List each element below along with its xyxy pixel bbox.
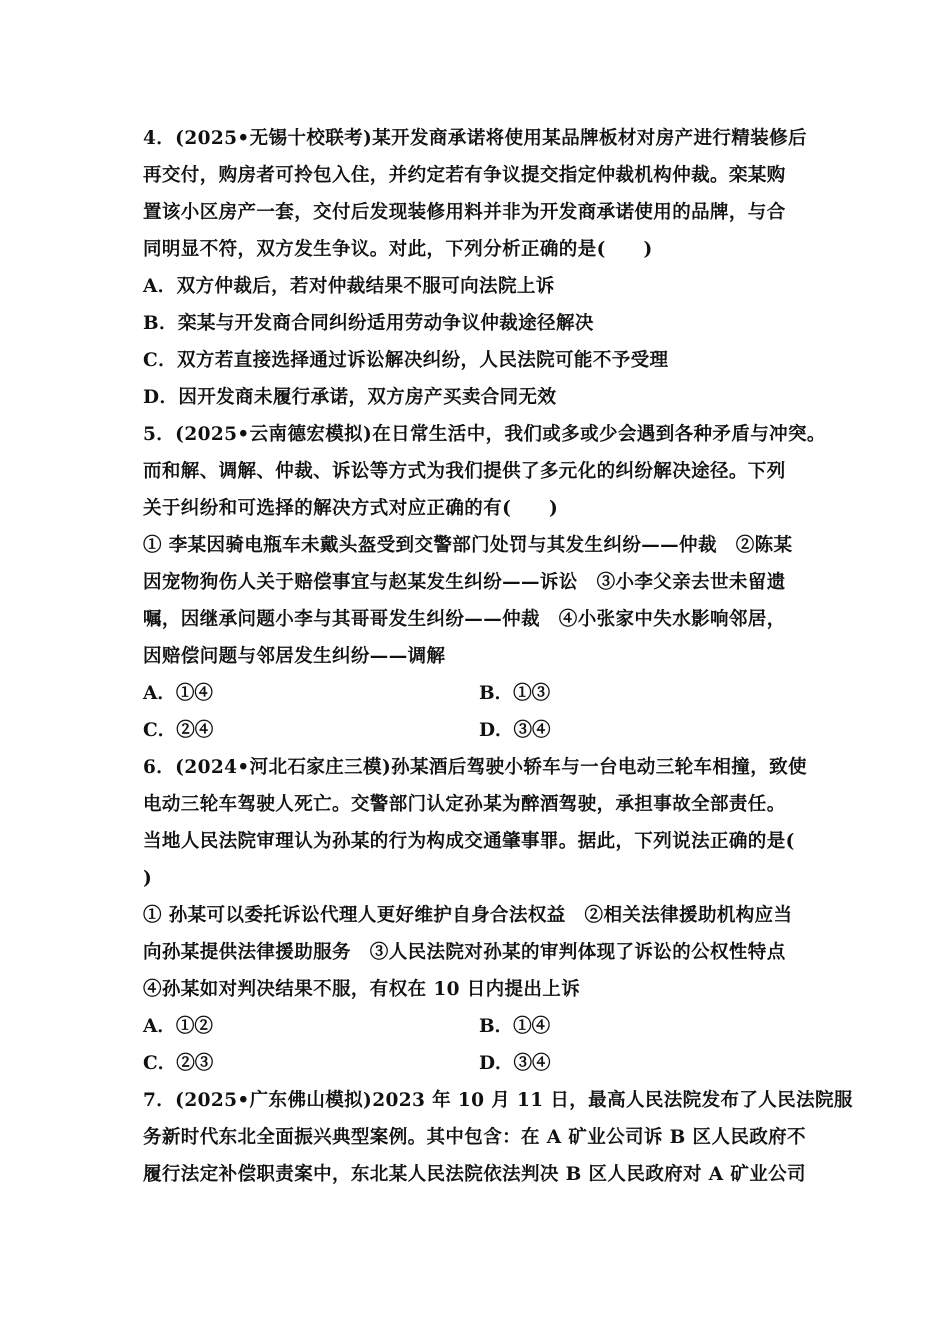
question-6-item-line-1: ① 孙某可以委托诉讼代理人更好维护自身合法权益 ②相关法律援助机构应当 xyxy=(143,905,793,926)
question-6-stem-line-3: 当地人民法院审理认为孙某的行为构成交通肇事罪。据此，下列说法正确的是( xyxy=(143,831,795,852)
question-5-item-line-4: 因赔偿问题与邻居发生纠纷——调解 xyxy=(143,646,446,667)
question-4-stem-line-1: 4．(2025•无锡十校联考)某开发商承诺将使用某品牌板材对房产进行精装修后 xyxy=(143,128,807,149)
question-7-stem-line-2: 务新时代东北全面振兴典型案例。其中包含：在 A 矿业公司诉 B 区人民政府不 xyxy=(143,1127,806,1148)
question-5-option-d: D．③④ xyxy=(479,720,551,741)
question-4 xyxy=(143,120,823,416)
question-5-item-line-2: 因宠物狗伤人关于赔偿事宜与赵某发生纠纷——诉讼 ③小李父亲去世未留遗 xyxy=(143,572,786,593)
question-6-option-d: D．③④ xyxy=(479,1053,551,1074)
question-6-options-row-2 xyxy=(143,1045,823,1082)
question-4-option-d: D．因开发商未履行承诺，双方房产买卖合同无效 xyxy=(143,387,557,408)
question-5-stem-line-2: 而和解、调解、仲裁、诉讼等方式为我们提供了多元化的纠纷解决途径。下列 xyxy=(143,461,786,482)
question-5 xyxy=(143,416,826,749)
question-5-option-a: A．①④ xyxy=(143,683,213,704)
question-5-options-row-1 xyxy=(143,675,823,712)
question-5-stem-line-3: 关于纠纷和可选择的解决方式对应正确的有( ) xyxy=(143,498,559,519)
question-7-stem-line-1: 7．(2025•广东佛山模拟)2023 年 10 月 11 日，最高人民法院发布了人民法院服 xyxy=(143,1090,853,1111)
question-6-option-c: C．②③ xyxy=(143,1053,214,1074)
question-6-stem-line-1: 6．(2024•河北石家庄三模)孙某酒后驾驶小轿车与一台电动三轮车相撞，致使 xyxy=(143,757,807,778)
question-5-stem-line-1: 5．(2025•云南德宏模拟)在日常生活中，我们或多或少会遇到各种矛盾与冲突。 xyxy=(143,424,826,445)
question-6-stem-line-2: 电动三轮车驾驶人死亡。交警部门认定孙某为醉酒驾驶，承担事故全部责任。 xyxy=(143,794,786,815)
question-4-stem-line-4: 同明显不符，双方发生争议。对此，下列分析正确的是( ) xyxy=(143,239,653,260)
question-4-option-b: B．栾某与开发商合同纠纷适用劳动争议仲裁途径解决 xyxy=(143,313,594,334)
question-4-stem-line-3: 置该小区房产一套，交付后发现装修用料并非为开发商承诺使用的品牌，与合 xyxy=(143,202,786,223)
question-6 xyxy=(143,749,823,1082)
question-4-option-c: C．双方若直接选择通过诉讼解决纠纷，人民法院可能不予受理 xyxy=(143,350,669,371)
question-4-stem-line-2: 再交付，购房者可拎包入住，并约定若有争议提交指定仲裁机构仲裁。栾某购 xyxy=(143,165,786,186)
question-5-item-line-1: ① 李某因骑电瓶车未戴头盔受到交警部门处罚与其发生纠纷——仲裁 ②陈某 xyxy=(143,535,793,556)
document-page xyxy=(143,120,853,1193)
question-6-item-line-2: 向孙某提供法律援助服务 ③人民法院对孙某的审判体现了诉讼的公权性特点 xyxy=(143,942,786,963)
question-6-item-line-3: ④孙某如对判决结果不服，有权在 10 日内提出上诉 xyxy=(143,979,581,1000)
question-5-option-b: B．①③ xyxy=(479,683,551,704)
question-7-stem-line-3: 履行法定补偿职责案中，东北某人民法院依法判决 B 区人民政府对 A 矿业公司 xyxy=(143,1164,806,1185)
question-5-options-row-2 xyxy=(143,712,823,749)
question-5-item-line-3: 嘱，因继承问题小李与其哥哥发生纠纷——仲裁 ④小张家中失水影响邻居， xyxy=(143,609,786,630)
question-6-stem-line-4: ) xyxy=(143,868,153,889)
question-6-option-b: B．①④ xyxy=(479,1016,551,1037)
question-6-option-a: A．①② xyxy=(143,1016,213,1037)
question-6-options-row-1 xyxy=(143,1008,823,1045)
question-7 xyxy=(143,1082,853,1193)
question-4-option-a: A．双方仲裁后，若对仲裁结果不服可向法院上诉 xyxy=(143,276,555,297)
question-5-option-c: C．②④ xyxy=(143,720,214,741)
